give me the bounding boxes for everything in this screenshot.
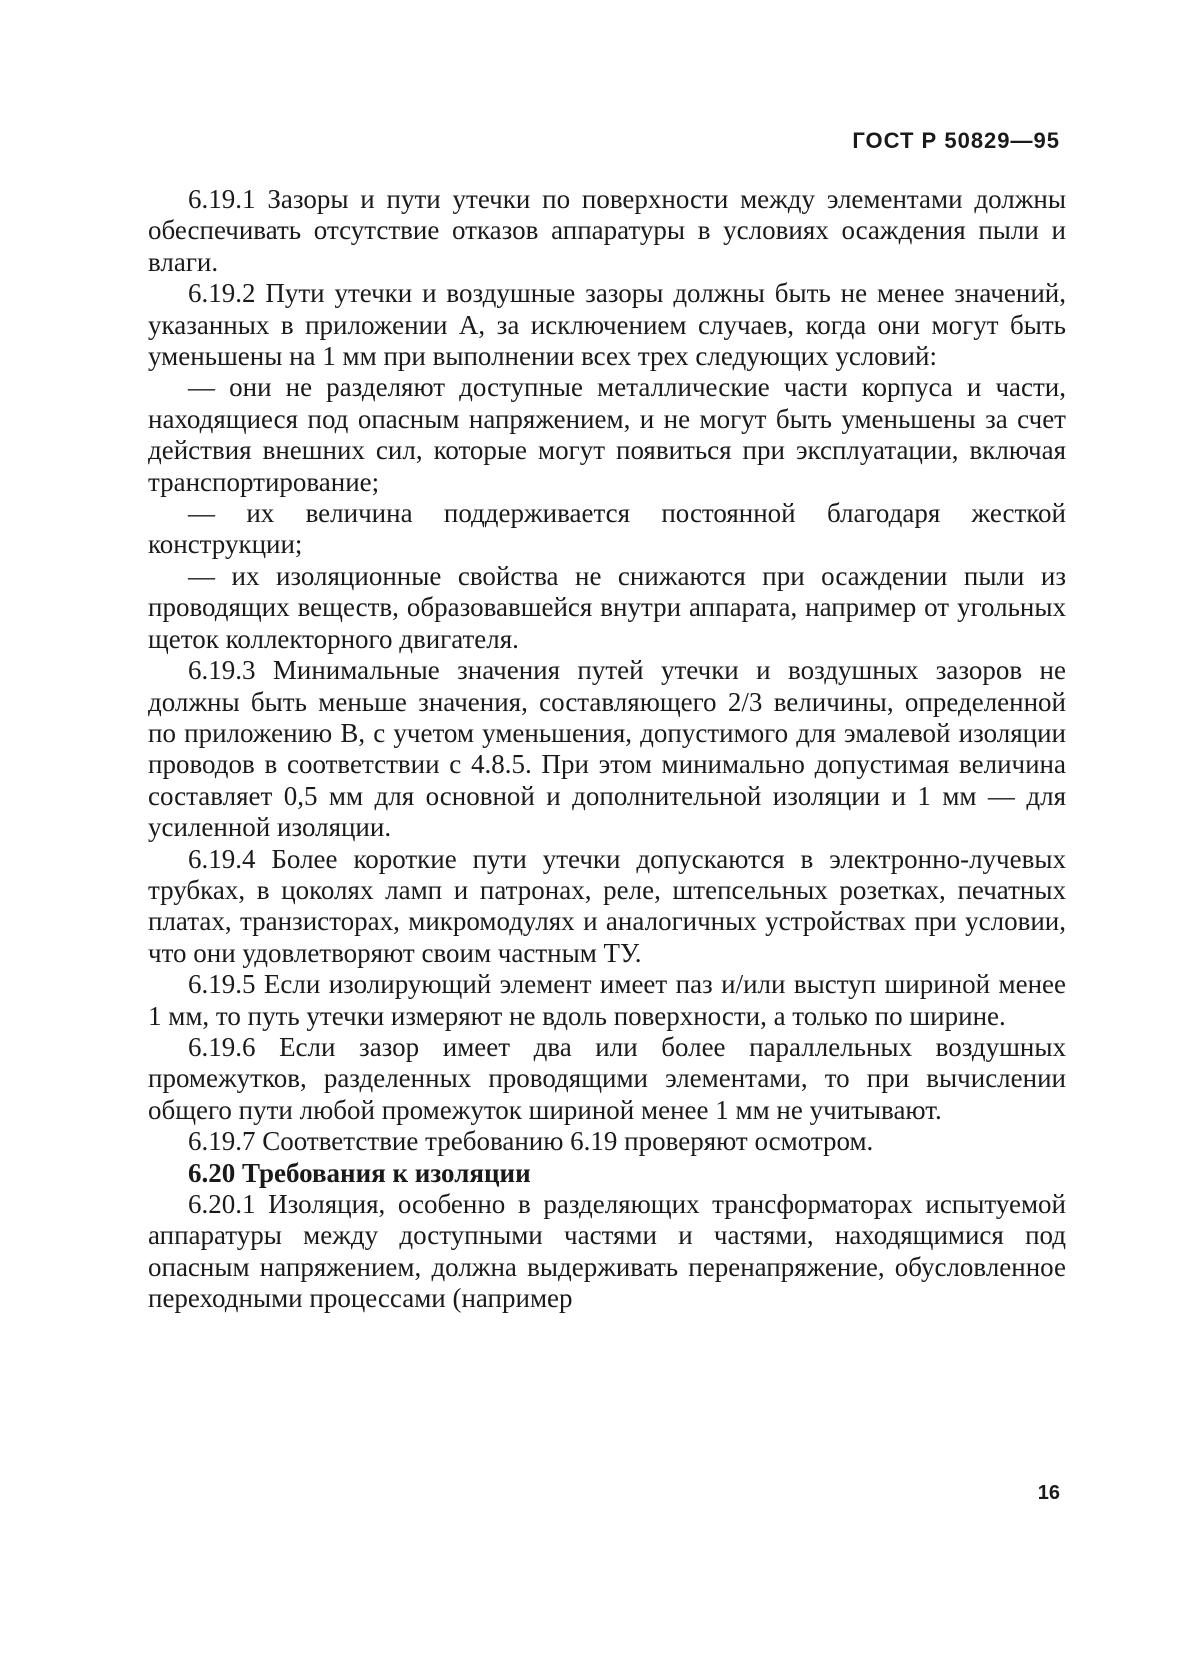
list-item-condition-2: — их величина поддерживается постоянной благодаря жесткой конструкции; <box>148 498 1066 560</box>
paragraph-6-19-3: 6.19.3 Минимальные значения путей утечки и воздушных зазоров не должны быть меньше значения, составляющего 2/3 величины, определенной по приложению В, с учетом уменьшения, допустимого для эмалевой изоляции проводов в соответствии с 4.8.5. При этом минимально допустимая величина составляет 0,5 мм для основной и дополнительной изоляции и 1 мм — для усиленной изоляции. <box>148 655 1066 843</box>
paragraph-6-19-6: 6.19.6 Если зазор имеет два или более параллельных воздушных промежутков, разделенных проводящими элементами, то при вычислении общего пути любой промежуток шириной менее 1 мм не учитывают. <box>148 1031 1066 1125</box>
page-number: 16 <box>1037 1482 1060 1504</box>
list-item-condition-3: — их изоляционные свойства не снижаются при осаждении пыли из проводящих веществ, образовавшейся внутри аппарата, например от угольных щеток коллекторного двигателя. <box>148 560 1066 654</box>
paragraph-6-19-4: 6.19.4 Более короткие пути утечки допускаются в электронно-лучевых трубках, в цоколях ламп и патронах, реле, штепсельных розетках, печатных платах, транзисторах, микромодулях и аналогичных устройствах при условии, что они удовлетворяют своим частным ТУ. <box>148 843 1066 968</box>
document-body <box>148 184 1066 1315</box>
paragraph-6-19-2: 6.19.2 Пути утечки и воздушные зазоры должны быть не менее значений, указанных в приложении А, за исключением случаев, когда они могут быть уменьшены на 1 мм при выполнении всех трех следующих условий: <box>148 278 1066 372</box>
section-heading-6-20: 6.20 Требования к изоляции <box>188 1157 531 1188</box>
document-code-header: ГОСТ Р 50829—95 <box>852 128 1060 153</box>
paragraph-6-20-1: 6.20.1 Изоляция, особенно в разделяющих трансформаторах испытуемой аппаратуры между доступными частями и частями, находящимися под опасным напряжением, должна выдерживать перенапряжение, обусловленное переходными процессами (например <box>148 1189 1066 1314</box>
paragraph-6-19-1: 6.19.1 Зазоры и пути утечки по поверхности между элементами должны обеспечивать отсутствие отказов аппаратуры в условиях осаждения пыли и влаги. <box>148 184 1066 277</box>
paragraph-6-19-7: 6.19.7 Соответствие требованию 6.19 проверяют осмотром. <box>188 1126 874 1157</box>
paragraph-6-19-5: 6.19.5 Если изолирующий элемент имеет паз и/или выступ шириной менее 1 мм, то путь утечки измеряют не вдоль поверхности, а только по ширине. <box>148 969 1066 1031</box>
list-item-condition-1: — они не разделяют доступные металлические части корпуса и части, находящиеся под опасным напряжением, и не могут быть уменьшены за счет действия внешних сил, которые могут появиться при эксплуатации, включая транспортирование; <box>148 372 1066 497</box>
